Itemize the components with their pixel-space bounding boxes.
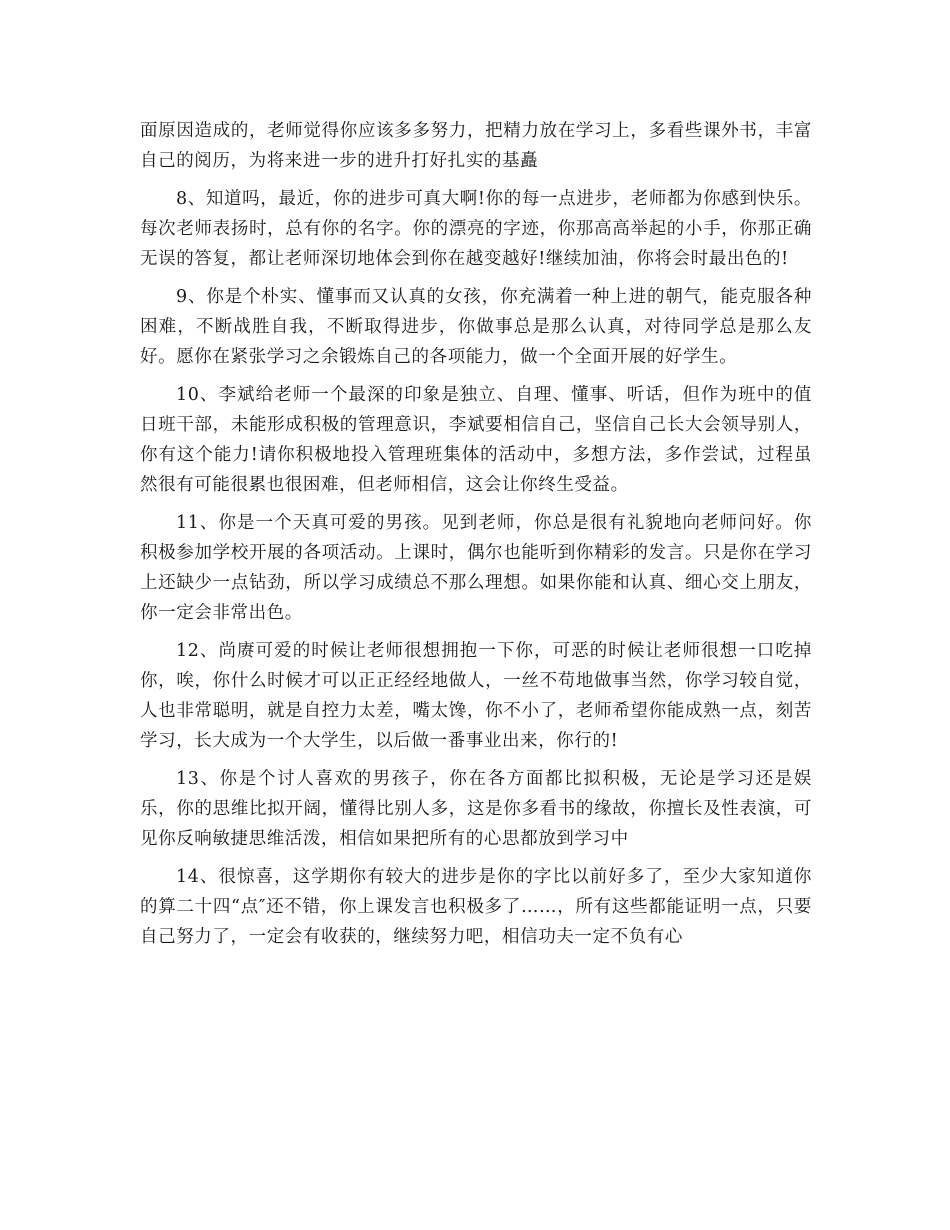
paragraph-comment-13: 13、你是个讨人喜欢的男孩子，你在各方面都比拟积极，无论是学习还是娱乐，你的思维比拟开阔，懂得比别人多，这是你多看书的缘故，你擅长及性表演，可见你反响敏捷思维活泼，相信如果把所有的心思都放到学习中 (140, 769, 812, 849)
paragraph-comment-12: 12、尚赓可爱的时候让老师很想拥抱一下你，可恶的时候让老师很想一口吃掉你，唉，你什么时候才可以正正经经地做人，一丝不苟地做事当然，你学习较自觉，人也非常聪明，就是自控力太差，嘴太馋，你不小了，老师希望你能成熟一点，刻苦学习，长大成为一个大学生，以后做一番事业出来，你行的! (140, 641, 812, 751)
paragraph-comment-11: 11、你是一个天真可爱的男孩。见到老师，你总是很有礼貌地向老师问好。你积极参加学校开展的各项活动。上课时，偶尔也能听到你精彩的发言。只是你在学习上还缺少一点钻劲，所以学习成绩总不那么理想。如果你能和认真、细心交上朋友，你一定会非常出色。 (140, 513, 812, 623)
paragraph-comment-8: 8、知道吗，最近，你的进步可真大啊!你的每一点进步，老师都为你感到快乐。每次老师表扬时，总有你的名字。你的漂亮的字迹，你那高高举起的小手，你那正确无误的答复，都让老师深切地体会到你在越变越好!继续加油，你将会时最出色的! (140, 189, 812, 269)
paragraph-comment-9: 9、你是个朴实、懂事而又认真的女孩，你充满着一种上进的朝气，能克服各种困难，不断战胜自我，不断取得进步，你做事总是那么认真，对待同学总是那么友好。愿你在紧张学习之余锻炼自己的各项能力，做一个全面开展的好学生。 (140, 287, 812, 367)
paragraph-comment-14: 14、很惊喜，这学期你有较大的进步是你的字比以前好多了，至少大家知道你的算二十四“点″还不错，你上课发言也积极多了……，所有这些都能证明一点，只要自己努力了，一定会有收获的，继续努力吧，相信功夫一定不负有心 (140, 867, 812, 947)
document-body (140, 116, 812, 960)
paragraph-continued: 面原因造成的，老师觉得你应该多多努力，把精力放在学习上，多看些课外书，丰富自己的阅历，为将来进一步的进升打好扎实的基矗 (140, 121, 812, 171)
paragraph-comment-10: 10、李斌给老师一个最深的印象是独立、自理、懂事、听话，但作为班中的值日班干部，未能形成积极的管理意识，李斌要相信自己，坚信自己长大会领导别人，你有这个能力!请你积极地投入管理班集体的活动中，多想方法，多作尝试，过程虽然很有可能很累也很困难，但老师相信，这会让你终生受益。 (140, 385, 812, 495)
